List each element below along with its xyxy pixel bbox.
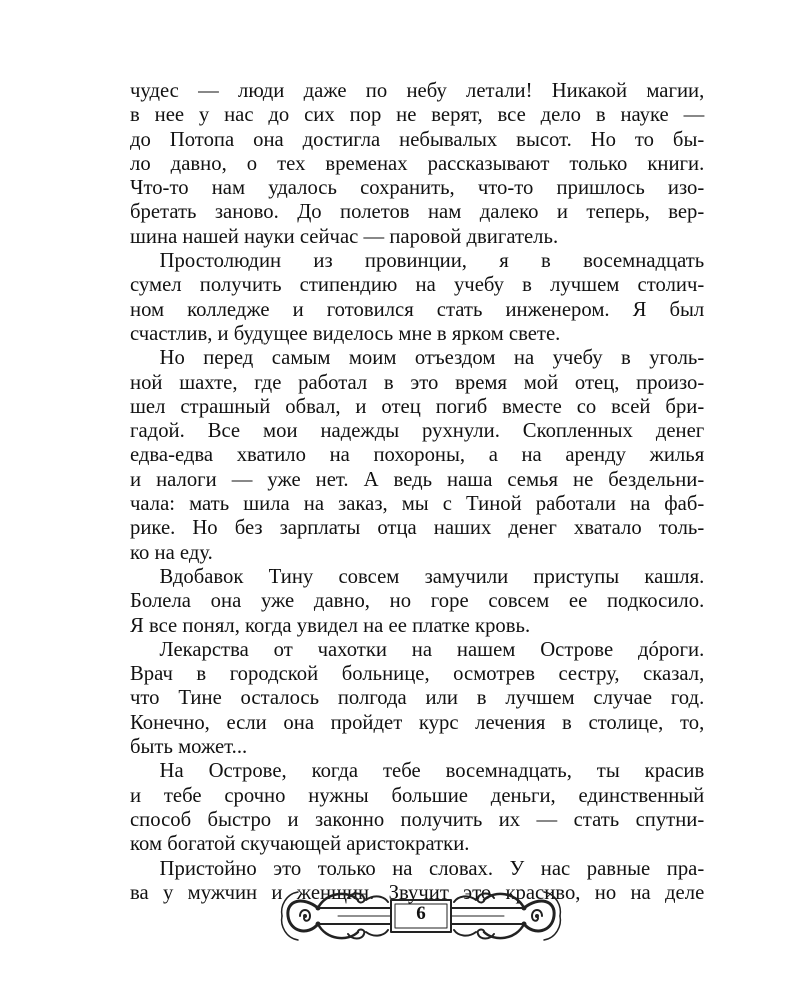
- text-line: рике. Но без зарплаты отца наших денег хватало толь-: [130, 515, 705, 540]
- text-line: ва у мужчин и женщин. Звучит это красиво, но на деле: [130, 879, 705, 904]
- text-line: до Потопа она достигла небывалых высот. Но то бы-: [130, 126, 705, 151]
- text-line: и тебе срочно нужны большие деньги, единственный: [130, 782, 705, 807]
- text-line: ло давно, о тех временах рассказывают только книги.: [130, 150, 705, 175]
- text-line: Болела она уже давно, но горе совсем ее подкосило.: [130, 588, 705, 613]
- text-line: Вдобавок Тину совсем замучили приступы кашля.: [159, 563, 705, 588]
- text-line: едва-едва хватило на похороны, а на аренду жилья: [130, 442, 705, 467]
- text-line: счастлив, и будущее виделось мне в ярком свете.: [130, 320, 561, 345]
- text-line: Простолюдин из провинции, я в восемнадцать: [159, 248, 705, 273]
- text-line: Конечно, если она пройдет курс лечения в столице, то,: [130, 709, 705, 734]
- text-line: ком богатой скучающей аристократки.: [130, 831, 470, 856]
- text-line: ном колледже и готовился стать инженером. Я был: [130, 296, 705, 321]
- text-line: в нее у нас до сих пор не верят, все дело в науке —: [130, 102, 705, 127]
- text-line: Врач в городской больнице, осмотрев сестру, сказал,: [130, 661, 705, 686]
- page-number: 6: [416, 903, 426, 924]
- text-line: Что-то нам удалось сохранить, что-то пришлось изо-: [130, 175, 705, 200]
- text-line: и налоги — уже нет. А ведь наша семья не бездельни-: [130, 466, 705, 491]
- text-line: быть может...: [130, 734, 248, 759]
- text-line: Я все понял, когда увидел на ее платке кровь.: [130, 612, 531, 637]
- text-line: Но перед самым моим отъездом на учебу в уголь-: [159, 345, 705, 370]
- text-line: гадой. Все мои надежды рухнули. Скопленных денег: [130, 418, 705, 443]
- text-line: чала: мать шила на заказ, мы с Тиной работали на фаб-: [130, 491, 705, 516]
- text-line: ко на еду.: [130, 539, 213, 564]
- text-line: что Тине осталось полгода или в лучшем случае год.: [130, 685, 705, 710]
- text-line: На Острове, когда тебе восемнадцать, ты красив: [159, 758, 705, 783]
- text-line: бретать заново. До полетов нам далеко и теперь, вер-: [130, 199, 705, 224]
- text-line: Лекарства от чахотки на нашем Острове дóроги.: [159, 636, 705, 661]
- text-line: способ быстро и законно получить их — стать спутни-: [130, 806, 705, 831]
- text-line: Пристойно это только на словах. У нас равные пра-: [159, 855, 705, 880]
- text-line: шел страшный обвал, и отец погиб вместе со всей бри-: [130, 393, 705, 418]
- text-line: чудес — люди даже по небу летали! Никакой магии,: [130, 78, 705, 102]
- text-line: сумел получить стипендию на учебу в лучшем столич-: [130, 272, 705, 297]
- text-line: шина нашей науки сейчас — паровой двигатель.: [130, 223, 559, 248]
- book-page-body: [130, 78, 713, 904]
- text-line: ной шахте, где работал в это время мой отец, произо-: [130, 369, 705, 394]
- page-footer: [278, 886, 564, 948]
